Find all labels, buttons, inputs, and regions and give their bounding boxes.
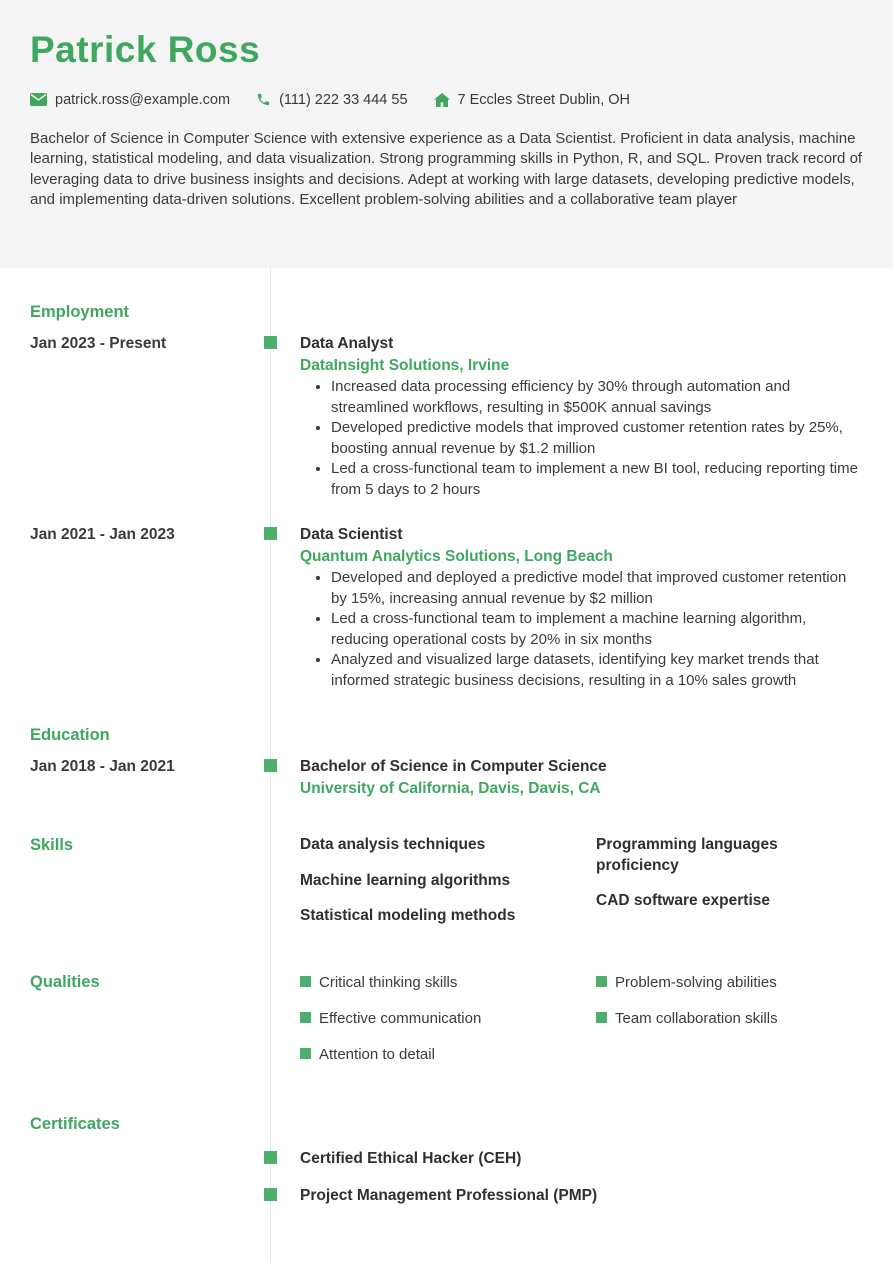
candidate-name: Patrick Ross [30, 29, 261, 70]
section-title-education: Education [30, 726, 110, 744]
quality-item [300, 1008, 596, 1029]
section-certificates [30, 1114, 893, 1206]
education-entry-1-dates-cell [30, 756, 270, 777]
qualities-column-1 [300, 972, 596, 1080]
job-title: Data Analyst [300, 335, 394, 352]
quality-text: Attention to detail [319, 1045, 435, 1063]
phone-icon [256, 92, 271, 107]
quality-text: Problem-solving abilities [615, 973, 777, 991]
skills-column-2 [596, 835, 863, 942]
quality-item [596, 1008, 863, 1029]
section-title-qualities: Qualities [30, 972, 100, 991]
degree-title: Bachelor of Science in Computer Science [300, 758, 607, 775]
quality-text: Effective communication [319, 1009, 482, 1027]
employment-entry-1-details [300, 333, 863, 500]
job-highlight: • Increased data processing efficiency by 30% through automation and streamlined workflows, resulting in $500K annual savings [331, 377, 863, 418]
entry-marker-square [264, 759, 277, 772]
section-employment [30, 302, 893, 691]
contact-email [30, 92, 230, 108]
entry-marker-square [264, 527, 277, 540]
education-entry-1 [30, 756, 893, 799]
employment-entry-1-dates-cell [30, 333, 270, 354]
job-highlight: • Analyzed and visualized large datasets, identifying key market trends that informed strategic business decisions, resulting in a 10% sales growth [331, 650, 863, 691]
skill-item: CAD software expertise [596, 892, 771, 909]
education-entry-1-details [300, 756, 863, 799]
date-range: Jan 2023 - Present [30, 335, 167, 352]
quality-marker-square [300, 1012, 311, 1023]
date-range: Jan 2021 - Jan 2023 [30, 526, 175, 543]
quality-marker-square [596, 976, 607, 987]
quality-item [300, 1044, 596, 1065]
school-name: University of California, Davis, Davis, CA [300, 780, 601, 797]
qualities-list [300, 972, 863, 1080]
quality-item [596, 972, 863, 993]
qualities-label-cell [30, 972, 270, 993]
quality-marker-square [300, 976, 311, 987]
certificate-entry-2 [30, 1185, 893, 1206]
quality-marker-square [596, 1012, 607, 1023]
certificate-name: Project Management Professional (PMP) [300, 1186, 598, 1204]
contact-phone [256, 92, 407, 108]
section-title-employment: Employment [30, 303, 130, 321]
company-name: Quantum Analytics Solutions, Long Beach [300, 548, 613, 565]
job-title: Data Scientist [300, 526, 403, 543]
contact-row [30, 92, 863, 108]
employment-entry-1 [30, 333, 893, 500]
profile-summary: Bachelor of Science in Computer Science with extensive experience as a Data Scientist. Proficient in data analysis, machine learning, statistical modeling, and data visualization. Strong programming skills in Python, R, and SQL. Proven track record of leveraging data to drive business insights and decisions. Adept at working with large datasets, developing predictive models, and implementing data-driven solutions. Excellent problem-solving abilities and a collaborative team player [30, 129, 863, 209]
job-highlights [300, 377, 863, 500]
job-highlights [300, 568, 863, 691]
employment-entry-2 [30, 524, 893, 691]
section-title-skills: Skills [30, 836, 74, 854]
employment-entry-2-details [300, 524, 863, 691]
quality-text: Critical thinking skills [319, 973, 458, 991]
job-highlight: • Led a cross-functional team to implement a new BI tool, reducing reporting time from 5 days to 2 hours [331, 459, 863, 500]
skill-item: Data analysis techniques [300, 836, 486, 853]
company-name: DataInsight Solutions, Irvine [300, 357, 510, 374]
qualities-column-2 [596, 972, 863, 1080]
skills-label-cell [30, 835, 270, 856]
skill-item: Machine learning algorithms [300, 871, 511, 889]
quality-item [300, 972, 596, 993]
entry-marker-square [264, 1188, 277, 1201]
certificate-entry-1 [30, 1148, 893, 1169]
envelope-icon [30, 93, 47, 106]
section-title-certificates: Certificates [30, 1114, 120, 1133]
home-icon [434, 93, 450, 107]
contact-address [434, 92, 630, 108]
resume-header [0, 0, 893, 268]
resume-body [0, 302, 893, 1206]
job-highlight: • Led a cross-functional team to implement a machine learning algorithm, reducing operational costs by 20% in six months [331, 609, 863, 650]
job-highlight: • Developed and deployed a predictive model that improved customer retention by 15%, increasing annual revenue by $2 million [331, 568, 863, 609]
contact-address-text: 7 Eccles Street Dublin, OH [457, 91, 631, 108]
contact-email-text: patrick.ross@example.com [55, 91, 231, 108]
section-education [30, 725, 893, 799]
skills-list [300, 835, 863, 942]
skills-column-1 [300, 835, 596, 942]
skill-item: Statistical modeling methods [300, 907, 516, 924]
certificate-name: Certified Ethical Hacker (CEH) [300, 1149, 522, 1167]
section-qualities [30, 972, 893, 1080]
date-range: Jan 2018 - Jan 2021 [30, 758, 175, 775]
employment-entry-2-dates-cell [30, 524, 270, 545]
section-skills [30, 835, 893, 942]
quality-marker-square [300, 1048, 311, 1059]
skill-item: Programming languages proficiency [596, 836, 778, 874]
quality-text: Team collaboration skills [615, 1009, 778, 1027]
entry-marker-square [264, 1151, 277, 1164]
contact-phone-text: (111) 222 33 444 55 [279, 91, 408, 108]
job-highlight: • Developed predictive models that improved customer retention rates by 25%, boosting annual revenue by $1.2 million [331, 418, 863, 459]
entry-marker-square [264, 336, 277, 349]
